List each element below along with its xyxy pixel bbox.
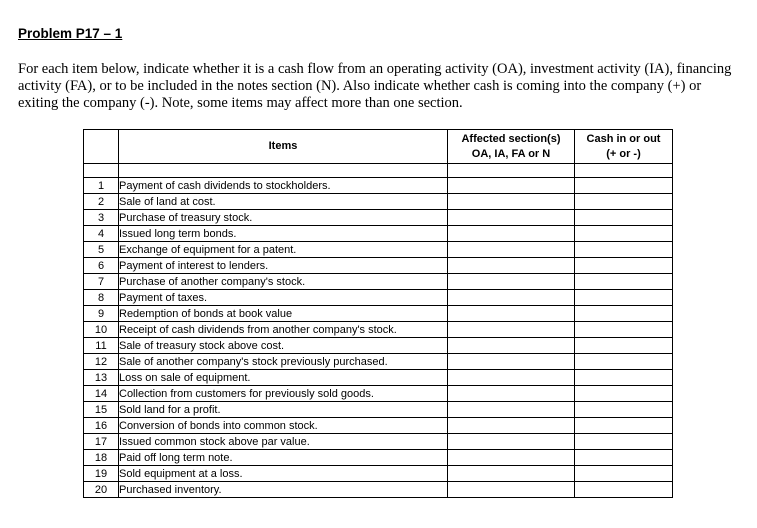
cash-direction-cell[interactable] xyxy=(575,482,673,498)
row-number: 7 xyxy=(84,274,119,290)
row-item-description: Sale of another company's stock previously purchased. xyxy=(119,354,448,370)
table-row xyxy=(84,322,673,338)
cash-direction-cell[interactable] xyxy=(575,370,673,386)
affected-section-cell[interactable] xyxy=(448,434,575,450)
row-number: 16 xyxy=(84,418,119,434)
table-row xyxy=(84,402,673,418)
row-item-description: Collection from customers for previously sold goods. xyxy=(119,386,448,402)
header-section-line2: OA, IA, FA or N xyxy=(471,147,551,160)
cash-direction-cell[interactable] xyxy=(575,226,673,242)
affected-section-cell[interactable] xyxy=(448,274,575,290)
row-number: 6 xyxy=(84,258,119,274)
row-item-description: Issued long term bonds. xyxy=(119,226,448,242)
affected-section-cell[interactable] xyxy=(448,226,575,242)
affected-section-cell[interactable] xyxy=(448,194,575,210)
header-cash-line1: Cash in or out xyxy=(586,132,661,145)
table-row xyxy=(84,210,673,226)
affected-section-cell[interactable] xyxy=(448,354,575,370)
affected-section-cell[interactable] xyxy=(448,322,575,338)
table-row xyxy=(84,258,673,274)
affected-section-cell[interactable] xyxy=(448,402,575,418)
affected-section-cell[interactable] xyxy=(448,450,575,466)
table-row xyxy=(84,290,673,306)
affected-section-cell[interactable] xyxy=(448,418,575,434)
row-number: 8 xyxy=(84,290,119,306)
row-item-description: Purchase of treasury stock. xyxy=(119,210,448,226)
cash-direction-cell[interactable] xyxy=(575,258,673,274)
table-row xyxy=(84,194,673,210)
affected-section-cell[interactable] xyxy=(448,242,575,258)
row-item-description: Purchased inventory. xyxy=(119,482,448,498)
cash-direction-cell[interactable] xyxy=(575,306,673,322)
row-number: 20 xyxy=(84,482,119,498)
row-item-description: Purchase of another company's stock. xyxy=(119,274,448,290)
cash-direction-cell[interactable] xyxy=(575,434,673,450)
table-row xyxy=(84,466,673,482)
cash-direction-cell[interactable] xyxy=(575,338,673,354)
row-item-description: Paid off long term note. xyxy=(119,450,448,466)
affected-section-cell[interactable] xyxy=(448,386,575,402)
cash-direction-cell[interactable] xyxy=(575,242,673,258)
table-row xyxy=(84,354,673,370)
row-item-description: Sale of treasury stock above cost. xyxy=(119,338,448,354)
row-number: 5 xyxy=(84,242,119,258)
table-row xyxy=(84,274,673,290)
table-row xyxy=(84,226,673,242)
row-number: 9 xyxy=(84,306,119,322)
row-number: 19 xyxy=(84,466,119,482)
row-item-description: Sold land for a profit. xyxy=(119,402,448,418)
cash-direction-cell[interactable] xyxy=(575,402,673,418)
row-number: 1 xyxy=(84,178,119,194)
table-spacer-row xyxy=(84,164,673,178)
header-cash-direction xyxy=(575,130,673,164)
row-number: 4 xyxy=(84,226,119,242)
row-number: 17 xyxy=(84,434,119,450)
table-row xyxy=(84,482,673,498)
affected-section-cell[interactable] xyxy=(448,370,575,386)
table-header-row xyxy=(84,130,673,164)
header-items: Items xyxy=(119,130,448,164)
row-number: 12 xyxy=(84,354,119,370)
table-row xyxy=(84,242,673,258)
row-item-description: Payment of taxes. xyxy=(119,290,448,306)
row-item-description: Conversion of bonds into common stock. xyxy=(119,418,448,434)
header-affected-section xyxy=(448,130,575,164)
row-item-description: Payment of cash dividends to stockholders. xyxy=(119,178,448,194)
cash-direction-cell[interactable] xyxy=(575,210,673,226)
page-title: Problem P17 – 1 xyxy=(18,26,123,41)
table-row xyxy=(84,370,673,386)
row-number: 11 xyxy=(84,338,119,354)
header-cash-line2: (+ or -) xyxy=(606,147,641,160)
problem-table xyxy=(83,129,673,498)
affected-section-cell[interactable] xyxy=(448,210,575,226)
cash-direction-cell[interactable] xyxy=(575,178,673,194)
table-row xyxy=(84,418,673,434)
row-number: 3 xyxy=(84,210,119,226)
affected-section-cell[interactable] xyxy=(448,482,575,498)
table-row xyxy=(84,450,673,466)
cash-direction-cell[interactable] xyxy=(575,386,673,402)
header-number xyxy=(84,130,119,164)
row-number: 10 xyxy=(84,322,119,338)
row-item-description: Redemption of bonds at book value xyxy=(119,306,448,322)
affected-section-cell[interactable] xyxy=(448,338,575,354)
cash-direction-cell[interactable] xyxy=(575,322,673,338)
affected-section-cell[interactable] xyxy=(448,290,575,306)
row-item-description: Issued common stock above par value. xyxy=(119,434,448,450)
row-number: 2 xyxy=(84,194,119,210)
row-number: 18 xyxy=(84,450,119,466)
cash-direction-cell[interactable] xyxy=(575,354,673,370)
cash-direction-cell[interactable] xyxy=(575,466,673,482)
table-row xyxy=(84,178,673,194)
cash-direction-cell[interactable] xyxy=(575,274,673,290)
row-item-description: Loss on sale of equipment. xyxy=(119,370,448,386)
row-item-description: Sale of land at cost. xyxy=(119,194,448,210)
cash-direction-cell[interactable] xyxy=(575,418,673,434)
affected-section-cell[interactable] xyxy=(448,466,575,482)
row-number: 15 xyxy=(84,402,119,418)
cash-direction-cell[interactable] xyxy=(575,290,673,306)
row-item-description: Payment of interest to lenders. xyxy=(119,258,448,274)
row-item-description: Sold equipment at a loss. xyxy=(119,466,448,482)
cash-direction-cell[interactable] xyxy=(575,194,673,210)
row-number: 14 xyxy=(84,386,119,402)
row-item-description: Exchange of equipment for a patent. xyxy=(119,242,448,258)
header-section-line1: Affected section(s) xyxy=(461,132,561,145)
table-row xyxy=(84,338,673,354)
table-row xyxy=(84,306,673,322)
table-row xyxy=(84,434,673,450)
instructions-paragraph: For each item below, indicate whether it is a cash flow from an operating activity (OA), investment activity (IA), financing activity (FA), or to be included in the notes section (N). Also indicate whether cash is coming into the company (+) or exiting the company (-). Note, some items may affect more than one section. xyxy=(18,61,732,111)
row-number: 13 xyxy=(84,370,119,386)
cash-direction-cell[interactable] xyxy=(575,450,673,466)
row-item-description: Receipt of cash dividends from another company's stock. xyxy=(119,322,448,338)
affected-section-cell[interactable] xyxy=(448,306,575,322)
affected-section-cell[interactable] xyxy=(448,178,575,194)
table-row xyxy=(84,386,673,402)
affected-section-cell[interactable] xyxy=(448,258,575,274)
